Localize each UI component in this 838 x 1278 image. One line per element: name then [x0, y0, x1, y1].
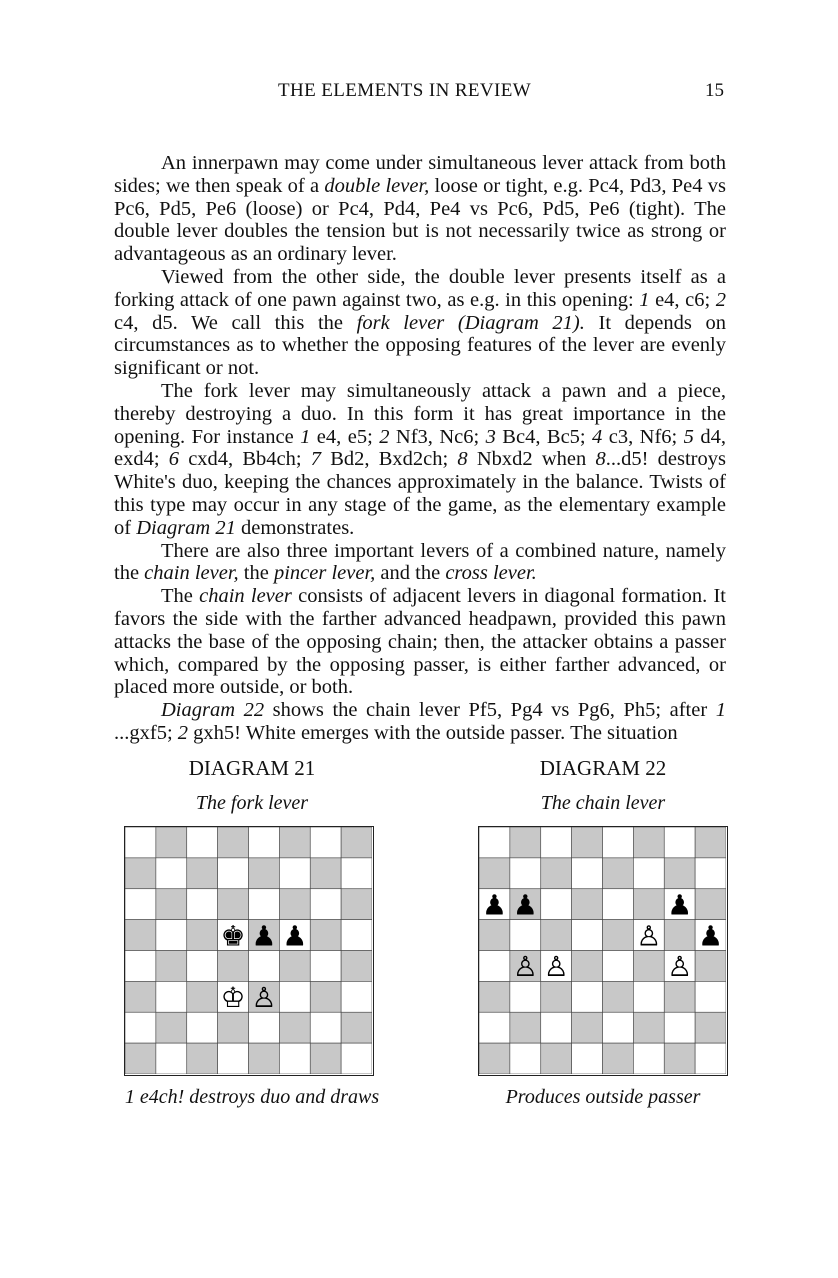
board-square: [249, 951, 280, 982]
board-square: [541, 827, 572, 858]
text-run: Viewed from the other side, the double lever presents itself as a forking attack of one pawn against two, as e.g. in this opening:: [114, 265, 726, 311]
board-square: [310, 1043, 341, 1074]
board-square: [541, 981, 572, 1012]
italic-run: 3: [485, 425, 496, 448]
text-run: shows the chain lever Pf5, Pg4 vs Pg6, Ph5; after: [264, 699, 716, 722]
board-square: [249, 889, 280, 920]
board-square: [603, 827, 634, 858]
board-square: [187, 981, 218, 1012]
board-square: [218, 858, 249, 889]
board-square: [218, 827, 249, 858]
text-run: An innerpawn may come under simultaneous lever attack from both sides; we then speak of a: [114, 152, 726, 197]
page-header: [0, 80, 838, 108]
black-pawn-piece: [251, 919, 276, 952]
italic-run: 4: [592, 425, 603, 448]
black-king-piece: [221, 919, 246, 952]
board-square: [187, 1012, 218, 1043]
diagram-subtitle: The fork lever: [195, 792, 309, 814]
board-square: [310, 981, 341, 1012]
board-square: [479, 1012, 510, 1043]
board-square: [249, 827, 280, 858]
text-run: ...d5! destroys White's duo, keeping the chances approximately in the balance. Twists of this type may occur in any stage of the game, as the elementary example of: [114, 448, 726, 539]
board-square: [603, 981, 634, 1012]
board-square: [572, 920, 603, 951]
board-square: [695, 951, 726, 982]
italic-run: 8: [457, 448, 468, 471]
text-run: c3, Nf6;: [602, 425, 684, 448]
board-square: [695, 1043, 726, 1074]
white-pawn-piece: [636, 919, 661, 952]
diagram-caption: Produces outside passer: [505, 1086, 701, 1108]
diagram-title: DIAGRAM 22: [539, 756, 667, 780]
board-square: [218, 1012, 249, 1043]
board-square: [633, 827, 664, 858]
board-square: [510, 827, 541, 858]
body-text: [114, 152, 726, 745]
board-square: [510, 920, 541, 951]
board-square: [510, 1012, 541, 1043]
italic-run: chain lever,: [144, 562, 239, 585]
italic-run: 1: [639, 288, 650, 311]
text-run: Bd2, Bxd2ch;: [321, 448, 458, 471]
board-square: [572, 827, 603, 858]
board-square: [310, 1012, 341, 1043]
italic-run: 5: [683, 425, 694, 448]
board-square: [279, 981, 310, 1012]
board-square: [541, 858, 572, 889]
board-square: [125, 920, 156, 951]
board-square: [156, 889, 187, 920]
text-run: The fork lever may simultaneously attack a pawn and a piece, thereby destroying a duo. In this form it has great importance in the opening. For instance: [114, 379, 726, 448]
board-square: [156, 1012, 187, 1043]
white-pawn-piece: [513, 950, 538, 983]
board-square: [603, 1012, 634, 1043]
board-square: [603, 858, 634, 889]
board-square: [664, 858, 695, 889]
board-square: [541, 920, 572, 951]
board-square: [341, 981, 372, 1012]
text-run: gxh5! White emerges with the outside passer. The situation: [188, 721, 678, 744]
text-run: e4, c6;: [649, 288, 716, 311]
board-square: [125, 981, 156, 1012]
board-square: [187, 951, 218, 982]
black-pawn-piece: [282, 919, 307, 952]
board-square: [125, 1012, 156, 1043]
board-square: [125, 858, 156, 889]
board-square: [187, 920, 218, 951]
paragraph: [114, 266, 726, 380]
board-square: [664, 1043, 695, 1074]
text-run: The: [161, 585, 200, 608]
board-square: [125, 951, 156, 982]
board-square: [218, 1043, 249, 1074]
board-square: [218, 889, 249, 920]
board-square: [310, 951, 341, 982]
board-square: [341, 827, 372, 858]
board-square: [541, 889, 572, 920]
board-square: [603, 1043, 634, 1074]
text-run: loose or tight, e.g. Pc4, Pd3, Pe4 vs Pc6, Pd5, Pe6 (loose) or Pc4, Pd4, Pe4 vs Pc6, Pd5, Pe6 (tight). The double lever doubles the tension but is not necessarily twice as strong or advantageous as an ordinary lever.: [114, 174, 726, 266]
board-square: [633, 981, 664, 1012]
italic-run: Diagram 21: [136, 516, 236, 539]
board-square: [695, 827, 726, 858]
text-run: the: [238, 562, 274, 585]
board-square: [187, 1043, 218, 1074]
board-square: [310, 889, 341, 920]
text-run: cxd4, Bb4ch;: [179, 448, 311, 471]
paragraph: [114, 540, 726, 586]
text-run: and the: [375, 562, 446, 585]
board-square: [664, 920, 695, 951]
board-square: [249, 1012, 280, 1043]
board-square: [156, 1043, 187, 1074]
board-square: [572, 981, 603, 1012]
chess-board: [124, 826, 374, 1076]
text-run: It depends on circumstances as to whether the opposing features of the lever are evenly significant or not.: [114, 311, 726, 380]
italic-run: Diagram 22: [161, 699, 265, 722]
board-grid: [125, 827, 372, 1074]
paragraph: [114, 585, 726, 699]
board-square: [156, 951, 187, 982]
board-square: [249, 1043, 280, 1074]
text-run: ...gxf5;: [114, 721, 178, 744]
italic-run: chain lever: [199, 585, 292, 608]
italic-run: pincer lever,: [273, 562, 376, 585]
board-square: [664, 827, 695, 858]
board-square: [664, 981, 695, 1012]
paragraph: [114, 699, 726, 745]
italic-run: double lever,: [324, 174, 430, 197]
board-square: [279, 889, 310, 920]
italic-run: 2: [177, 721, 189, 744]
white-pawn-piece: [544, 950, 569, 983]
board-square: [125, 827, 156, 858]
white-pawn-piece: [667, 950, 692, 983]
board-square: [479, 827, 510, 858]
italic-run: cross lever.: [445, 562, 537, 585]
board-square: [156, 920, 187, 951]
black-pawn-piece: [482, 888, 507, 921]
italic-run: 1: [715, 699, 726, 722]
italic-run: fork lever (Diagram 21).: [356, 311, 585, 334]
text-run: Nbxd2 when: [467, 448, 596, 471]
board-square: [633, 1043, 664, 1074]
paragraph: [114, 152, 726, 266]
diagram-22: [453, 756, 753, 1108]
text-run: Nf3, Nc6;: [389, 425, 486, 448]
board-square: [572, 1043, 603, 1074]
board-square: [187, 858, 218, 889]
board-square: [125, 889, 156, 920]
board-square: [633, 1012, 664, 1043]
white-king-piece: [221, 981, 246, 1014]
board-square: [695, 1012, 726, 1043]
italic-run: 2: [715, 288, 726, 311]
italic-run: 7: [310, 448, 322, 471]
board-square: [695, 981, 726, 1012]
board-square: [249, 858, 280, 889]
board-square: [572, 951, 603, 982]
black-pawn-piece: [698, 919, 723, 952]
board-square: [603, 889, 634, 920]
text-run: demonstrates.: [235, 516, 355, 539]
board-square: [341, 1043, 372, 1074]
running-head: THE ELEMENTS IN REVIEW: [278, 80, 532, 101]
board-square: [479, 1043, 510, 1074]
black-pawn-piece: [513, 888, 538, 921]
board-square: [156, 981, 187, 1012]
board-square: [633, 889, 664, 920]
board-square: [541, 1012, 572, 1043]
black-pawn-piece: [667, 888, 692, 921]
board-square: [310, 858, 341, 889]
text-run: d4, exd4;: [114, 425, 726, 471]
board-square: [695, 889, 726, 920]
board-square: [572, 1012, 603, 1043]
board-square: [341, 920, 372, 951]
board-square: [572, 889, 603, 920]
board-square: [279, 951, 310, 982]
board-square: [572, 858, 603, 889]
board-square: [510, 1043, 541, 1074]
board-square: [479, 858, 510, 889]
text-run: c4, d5. We call this the: [114, 311, 357, 334]
board-square: [479, 981, 510, 1012]
board-square: [341, 858, 372, 889]
italic-run: 2: [379, 425, 390, 448]
text-run: There are also three important levers of a combined nature, namely the: [114, 539, 726, 585]
board-square: [479, 920, 510, 951]
board-square: [187, 827, 218, 858]
board-square: [125, 1043, 156, 1074]
board-square: [510, 981, 541, 1012]
diagram-subtitle: The chain lever: [540, 792, 666, 814]
italic-run: 1: [300, 425, 311, 448]
page-number: 15: [705, 80, 724, 101]
board-square: [156, 858, 187, 889]
board-square: [279, 858, 310, 889]
board-square: [187, 889, 218, 920]
board-square: [541, 1043, 572, 1074]
white-pawn-piece: [251, 981, 276, 1014]
board-square: [279, 1012, 310, 1043]
board-square: [341, 951, 372, 982]
board-square: [479, 951, 510, 982]
board-square: [310, 827, 341, 858]
board-square: [341, 889, 372, 920]
board-square: [603, 920, 634, 951]
board-square: [279, 1043, 310, 1074]
board-square: [633, 858, 664, 889]
paragraph: [114, 380, 726, 540]
board-square: [341, 1012, 372, 1043]
board-square: [633, 951, 664, 982]
board-square: [310, 920, 341, 951]
text-run: consists of adjacent levers in diagonal formation. It favors the side with the farther advanced headpawn, provided this pawn attacks the base of the opposing chain; then, the attacker obtains a passer which, compared by the opposing passer, is either farther advanced, or placed more outside, or both.: [114, 585, 726, 699]
diagram-21: [102, 756, 402, 1108]
italic-run: 6: [168, 448, 179, 471]
board-grid: [479, 827, 726, 1074]
board-square: [510, 858, 541, 889]
board-square: [279, 827, 310, 858]
diagram-caption: 1 e4ch! destroys duo and draws: [124, 1086, 380, 1108]
text-run: e4, e5;: [310, 425, 380, 448]
italic-run: 8: [595, 448, 606, 471]
chess-board: [478, 826, 728, 1076]
board-square: [603, 951, 634, 982]
text-run: Bc4, Bc5;: [495, 425, 593, 448]
diagram-title: DIAGRAM 21: [188, 756, 316, 780]
board-square: [156, 827, 187, 858]
board-square: [218, 951, 249, 982]
board-square: [664, 1012, 695, 1043]
board-square: [695, 858, 726, 889]
